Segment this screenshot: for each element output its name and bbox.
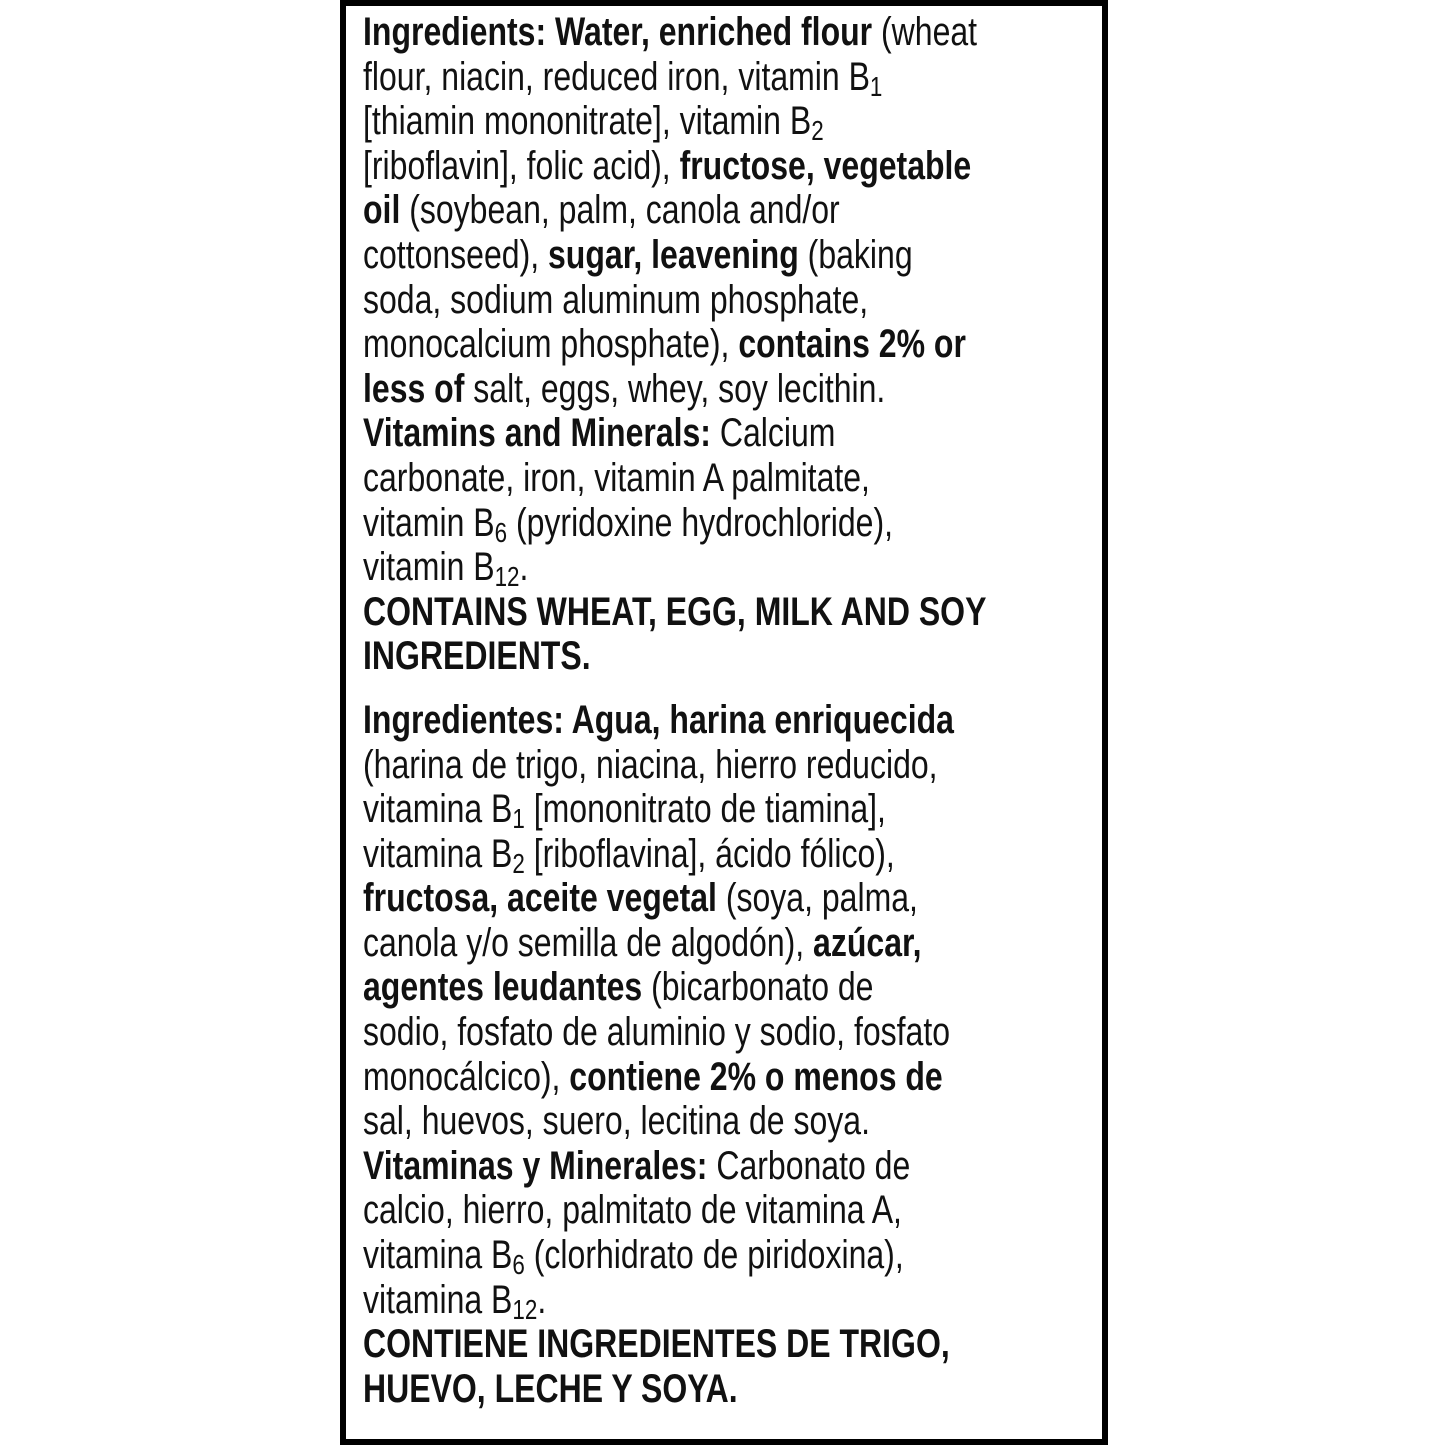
text: monocálcico), — [363, 1054, 570, 1099]
text: Carbonato de — [707, 1143, 911, 1188]
text: vitamina B — [363, 787, 513, 832]
bold-text: fructosa, aceite vegetal — [363, 876, 717, 921]
text-line — [363, 832, 1083, 877]
subscript: 1 — [512, 803, 525, 835]
bold-text: Vitamins and Minerals: — [363, 411, 711, 456]
text: . — [519, 545, 529, 590]
bold-text: agentes leudantes — [363, 965, 643, 1010]
bold-text: contiene 2% o menos de — [569, 1054, 943, 1099]
text-line — [363, 965, 1083, 1010]
english-ingredients — [363, 10, 1083, 411]
text: [riboflavina], ácido fólico), — [524, 831, 895, 876]
text: [riboflavin], folic acid), — [363, 143, 680, 188]
text-line — [363, 322, 1083, 367]
text: vitamina B — [363, 1233, 513, 1278]
text-line — [363, 1367, 1083, 1412]
subscript: 2 — [512, 847, 525, 879]
text-line — [363, 99, 1083, 147]
text: sodio, fosfato de aluminio y sodio, fosfato — [363, 1010, 951, 1055]
text-line — [363, 1099, 1083, 1144]
text-line — [363, 1055, 1083, 1100]
text: vitamin B — [363, 500, 495, 545]
text-line — [363, 743, 1083, 788]
text-line — [363, 367, 1083, 412]
subscript: 12 — [494, 561, 520, 593]
text: vitamin B — [363, 545, 495, 590]
text: [thiamin mononitrate], vitamin B — [363, 99, 812, 144]
bold-text: HUEVO, LECHE Y SOYA. — [363, 1366, 738, 1411]
spanish-allergens — [363, 1322, 1083, 1411]
bold-text: INGREDIENTS. — [363, 634, 591, 679]
text: salt, eggs, whey, soy lecithin. — [464, 366, 886, 411]
bold-text: Ingredientes: Agua, harina enriquecida — [363, 697, 954, 742]
text-line — [363, 876, 1083, 921]
text: cottonseed), — [363, 232, 548, 277]
text-line — [363, 188, 1083, 233]
text: flour, niacin, reduced iron, vitamin B — [363, 54, 870, 99]
text: (wheat — [872, 10, 978, 54]
text: calcio, hierro, palmitato de vitamina A, — [363, 1188, 902, 1233]
bold-text: oil — [363, 188, 401, 233]
text: Calcium — [710, 411, 836, 456]
text-line — [363, 411, 1083, 456]
text-line — [363, 233, 1083, 278]
text: monocalcium phosphate), — [363, 322, 739, 367]
text: (clorhidrato de piridoxina), — [524, 1233, 904, 1278]
bold-text: Vitaminas y Minerales: — [363, 1143, 708, 1188]
bold-text: contains 2% or — [738, 322, 966, 367]
text: carbonate, iron, vitamin A palmitate, — [363, 455, 870, 500]
text: . — [537, 1277, 547, 1322]
text-line — [363, 1233, 1083, 1281]
text: (harina de trigo, niacina, hierro reducido, — [363, 742, 938, 787]
bold-text: azúcar, — [813, 920, 922, 965]
text: (soybean, palm, canola and/or — [400, 188, 840, 233]
ingredient-label-text — [363, 10, 1083, 1411]
text-line — [363, 787, 1083, 835]
subscript: 12 — [512, 1293, 538, 1325]
text-line — [363, 590, 1083, 635]
spanish-vitamins — [363, 1143, 1083, 1325]
text-line — [363, 278, 1083, 323]
bold-text: CONTAINS WHEAT, EGG, MILK AND SOY — [363, 589, 987, 634]
text-line — [363, 55, 1083, 100]
text-line — [363, 545, 1083, 593]
subscript: 6 — [512, 1249, 525, 1281]
text-line — [363, 921, 1083, 966]
text: vitamina B — [363, 1277, 513, 1322]
text-line — [363, 10, 1083, 55]
text: soda, sodium aluminum phosphate, — [363, 277, 869, 322]
text-line — [363, 1322, 1083, 1367]
bold-text: Ingredients: Water, enriched flour — [363, 10, 873, 54]
text-line — [363, 1010, 1083, 1055]
bold-text: sugar, leavening — [548, 232, 799, 277]
text-line — [363, 698, 1083, 743]
text: sal, huevos, suero, lecitina de soya. — [363, 1099, 870, 1144]
text-line — [363, 144, 1083, 189]
text-line — [363, 1278, 1083, 1323]
text-line — [363, 456, 1083, 501]
text-line — [363, 1188, 1083, 1233]
subscript: 2 — [811, 115, 824, 147]
text: canola y/o semilla de algodón), — [363, 920, 814, 965]
text-line — [363, 1144, 1083, 1189]
bold-text: CONTIENE INGREDIENTES DE TRIGO, — [363, 1322, 950, 1367]
text: vitamina B — [363, 831, 513, 876]
spanish-ingredients — [363, 698, 1083, 1144]
text: [mononitrato de tiamina], — [524, 787, 886, 832]
text: (baking — [798, 232, 913, 277]
section-gap — [363, 679, 1083, 698]
subscript: 1 — [869, 70, 883, 102]
bold-text: fructose, vegetable — [679, 143, 972, 188]
english-allergens — [363, 590, 1083, 679]
text: (soya, palma, — [716, 876, 918, 921]
subscript: 6 — [494, 516, 508, 548]
text: (pyridoxine hydrochloride), — [507, 500, 894, 545]
text-line — [363, 501, 1083, 546]
text-line — [363, 634, 1083, 679]
bold-text: less of — [363, 366, 465, 411]
text: (bicarbonato de — [642, 965, 874, 1010]
english-vitamins — [363, 411, 1083, 593]
